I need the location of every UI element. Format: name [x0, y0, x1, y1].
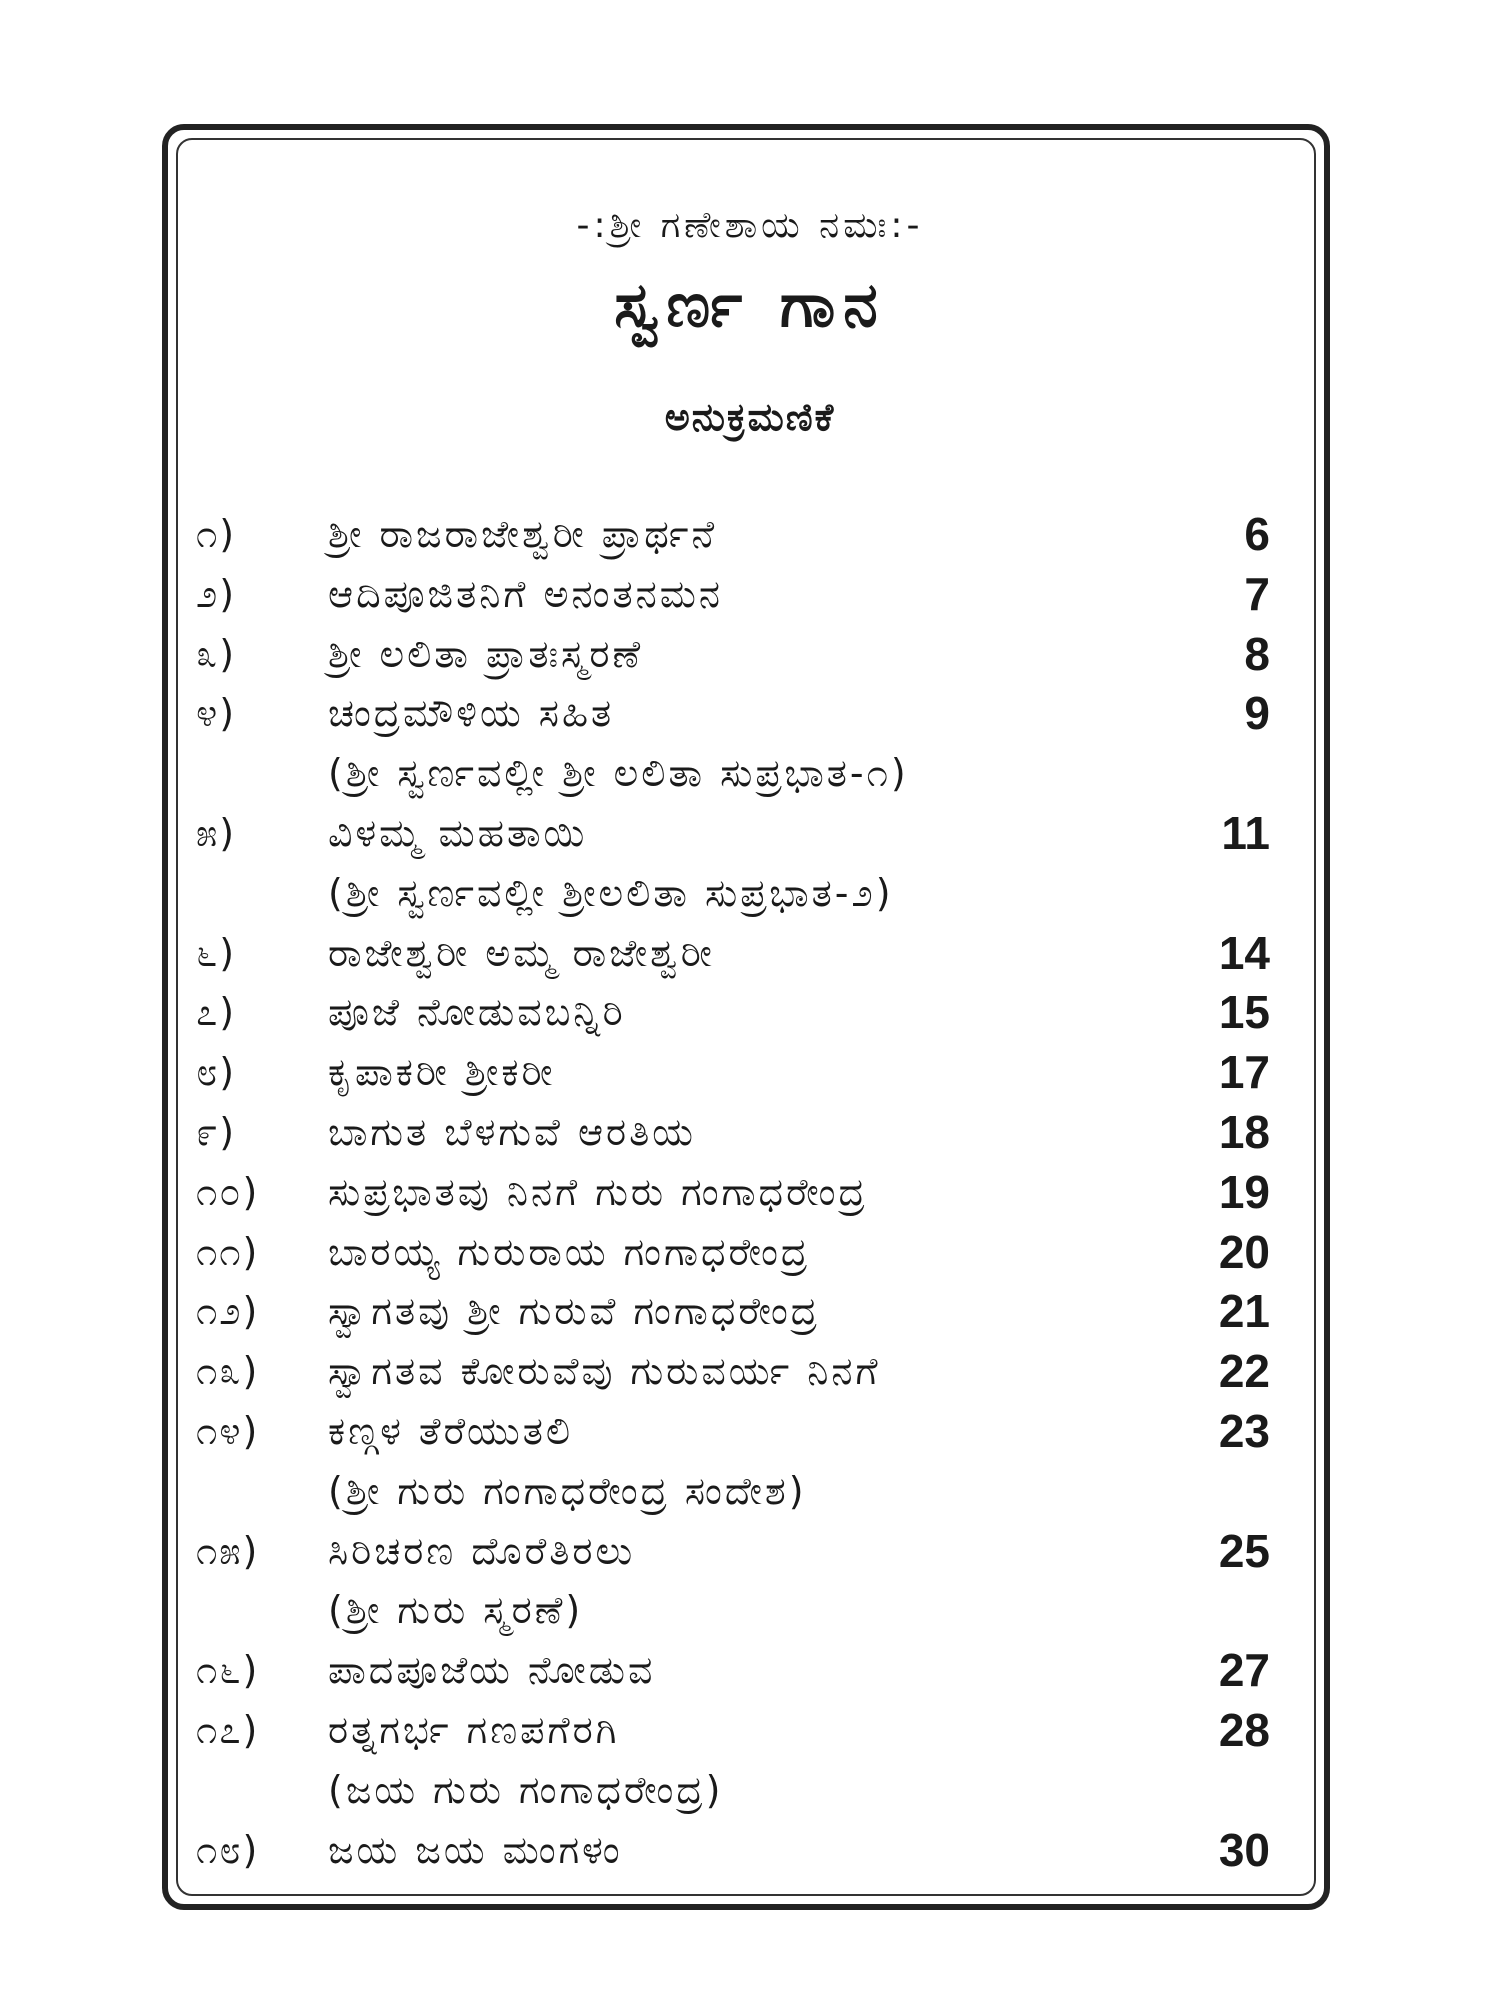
toc-number: ೩) — [196, 631, 237, 676]
toc-title: ಶ್ರೀ ರಾಜರಾಜೇಶ್ವರೀ ಪ್ರಾರ್ಥನೆ — [328, 512, 718, 556]
toc-subtitle-row — [190, 864, 1300, 924]
book-title: ಸ್ವರ್ಣ ಗಾನ — [614, 268, 886, 341]
toc-page-number: 9 — [1244, 687, 1270, 740]
toc-title: ಬಾರಯ್ಯ ಗುರುರಾಯ ಗಂಗಾಧರೇಂದ್ರ — [328, 1229, 811, 1274]
toc-title: ಸ್ವಾಗತವ ಕೋರುವೆವು ಗುರುವರ್ಯ ನಿನಗೆ — [328, 1349, 881, 1394]
toc-row — [190, 505, 1300, 565]
toc-row — [190, 565, 1300, 625]
toc-page-number: 11 — [1221, 806, 1270, 859]
toc-subtitle: (ಜಯ ಗುರು ಗಂಗಾಧರೇಂದ್ರ) — [328, 1767, 724, 1812]
toc-number: ೧೫) — [196, 1528, 260, 1573]
toc-page-number: 25 — [1218, 1524, 1270, 1577]
toc-row — [190, 1821, 1300, 1881]
toc-page-number: 8 — [1244, 627, 1270, 680]
toc-row — [190, 1163, 1300, 1223]
toc-page-number: 18 — [1218, 1105, 1270, 1158]
toc-row — [190, 804, 1300, 864]
toc-page-number: 22 — [1218, 1345, 1270, 1398]
toc-title: ಚಂದ್ರಮೌಳಿಯ ಸಹಿತ — [328, 691, 615, 736]
toc-number: ೧೧) — [196, 1229, 260, 1274]
toc-number: ೨) — [196, 571, 237, 616]
toc-page-number: 6 — [1244, 508, 1270, 560]
toc-number: ೧೦) — [196, 1169, 260, 1214]
toc-page-number: 17 — [1218, 1046, 1270, 1099]
toc-page-number: 23 — [1218, 1404, 1270, 1457]
toc-subtitle: (ಶ್ರೀ ಗುರು ಸ್ಮರಣೆ) — [328, 1588, 584, 1633]
toc-row — [190, 1282, 1300, 1342]
toc-title: ಪೂಜೆ ನೋಡುವಬನ್ನಿರಿ — [328, 990, 626, 1035]
toc-number: ೧) — [196, 512, 237, 556]
toc-title: ರಾಜೇಶ್ವರೀ ಅಮ್ಮ ರಾಜೇಶ್ವರೀ — [328, 930, 715, 975]
toc-title: ವಿಳಮ್ಮ ಮಹತಾಯಿ — [328, 810, 588, 855]
toc-row — [190, 983, 1300, 1043]
toc-row — [190, 1402, 1300, 1462]
toc-subtitle-row — [190, 744, 1300, 804]
toc-row — [190, 1641, 1300, 1701]
toc-title: ಕೃಪಾಕರೀ ಶ್ರೀಕರೀ — [328, 1050, 556, 1095]
toc-number: ೧೨) — [196, 1289, 260, 1334]
toc-title: ಪಾದಪೂಜೆಯ ನೋಡುವ — [328, 1648, 656, 1693]
toc-page-number: 30 — [1218, 1823, 1270, 1876]
toc-number: ೭) — [196, 990, 237, 1035]
toc-number: ೧೩) — [196, 1349, 260, 1394]
toc-number: ೧೪) — [196, 1408, 260, 1453]
toc-row — [190, 1701, 1300, 1761]
invocation-line: -:ಶ್ರೀ ಗಣೇಶಾಯ ನಮಃ:- — [576, 205, 924, 246]
toc-page-number: 7 — [1244, 567, 1270, 620]
toc-title: ಸಿರಿಚರಣ ದೊರೆತಿರಲು — [328, 1528, 636, 1573]
toc-subtitle: (ಶ್ರೀ ಗುರು ಗಂಗಾಧರೇಂದ್ರ ಸಂದೇಶ) — [328, 1468, 807, 1513]
table-of-contents — [190, 505, 1300, 1880]
toc-page-number: 14 — [1218, 926, 1270, 979]
toc-title: ಬಾಗುತ ಬೆಳಗುವೆ ಆರತಿಯ — [328, 1109, 696, 1154]
index-heading: ಅನುಕ್ರಮಣಿಕೆ — [664, 395, 836, 439]
toc-row — [190, 1043, 1300, 1103]
toc-page-number: 19 — [1218, 1165, 1270, 1218]
toc-number: ೮) — [196, 1050, 237, 1095]
toc-subtitle: (ಶ್ರೀ ಸ್ವರ್ಣವಲ್ಲೀ ಶ್ರೀಲಲಿತಾ ಸುಪ್ರಭಾತ-೨) — [328, 870, 894, 915]
toc-number: ೯) — [196, 1109, 237, 1154]
toc-row — [190, 1522, 1300, 1582]
toc-number: ೫) — [196, 810, 237, 855]
toc-title: ಜಯ ಜಯ ಮಂಗಳಂ — [328, 1827, 623, 1872]
toc-page-number: 28 — [1218, 1703, 1270, 1756]
toc-page-number: 21 — [1218, 1285, 1270, 1338]
toc-title: ಶ್ರೀ ಲಲಿತಾ ಪ್ರಾತಃಸ್ಮರಣೆ — [328, 631, 644, 676]
toc-number: ೬) — [196, 930, 237, 975]
toc-number: ೧೭) — [196, 1707, 260, 1752]
toc-row — [190, 625, 1300, 685]
toc-page-number: 20 — [1218, 1225, 1270, 1278]
toc-subtitle-row — [190, 1581, 1300, 1641]
toc-row — [190, 1342, 1300, 1402]
toc-number: ೧೮) — [196, 1827, 260, 1872]
toc-row — [190, 684, 1300, 744]
toc-page-number: 15 — [1218, 986, 1270, 1039]
toc-title: ಕಣ್ಗಳ ತೆರೆಯುತಲಿ — [328, 1408, 574, 1453]
toc-row — [190, 924, 1300, 984]
toc-page-number: 27 — [1218, 1644, 1270, 1697]
toc-subtitle: (ಶ್ರೀ ಸ್ವರ್ಣವಲ್ಲೀ ಶ್ರೀ ಲಲಿತಾ ಸುಪ್ರಭಾತ-೧) — [328, 751, 909, 796]
toc-row — [190, 1223, 1300, 1283]
toc-number: ೪) — [196, 691, 237, 736]
toc-title: ಸ್ವಾಗತವು ಶ್ರೀ ಗುರುವೆ ಗಂಗಾಧರೇಂದ್ರ — [328, 1289, 821, 1334]
toc-row — [190, 1103, 1300, 1163]
toc-title: ಆದಿಪೂಜಿತನಿಗೆ ಅನಂತನಮನ — [328, 571, 724, 616]
toc-number: ೧೬) — [196, 1648, 260, 1693]
toc-title: ಸುಪ್ರಭಾತವು ನಿನಗೆ ಗುರು ಗಂಗಾಧರೇಂದ್ರ — [328, 1169, 868, 1214]
toc-subtitle-row — [190, 1462, 1300, 1522]
toc-title: ರತ್ನಗರ್ಭ ಗಣಪಗೆರಗಿ — [328, 1707, 620, 1752]
toc-subtitle-row — [190, 1761, 1300, 1821]
